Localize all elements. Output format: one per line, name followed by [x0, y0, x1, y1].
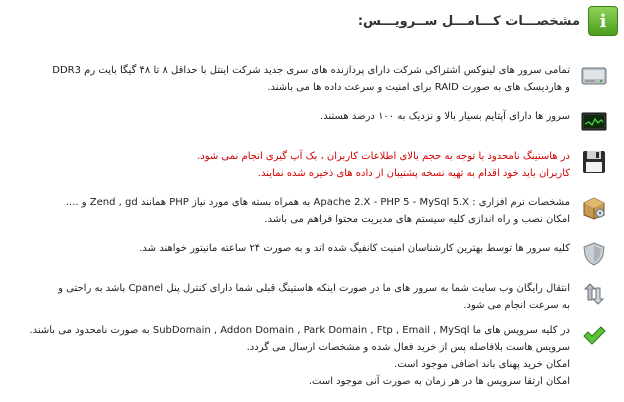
feature-text: [12, 194, 570, 228]
section-header: [358, 6, 618, 36]
feature-line: سرور ها دارای آپتایم بسیار بالا و نزدیک به ۱۰۰ درصد هستند.: [320, 111, 570, 122]
feature-row: [0, 62, 624, 96]
software-box-icon: [578, 194, 610, 222]
feature-row: [0, 322, 624, 390]
hard-drive-icon: [578, 62, 610, 90]
transfer-arrows-icon: [578, 280, 610, 308]
info-icon: i: [588, 6, 618, 36]
feature-line: امکان خرید پهنای باند اضافی موجود است.: [394, 359, 570, 370]
feature-text: [12, 322, 570, 390]
feature-line: کاربران باید خود اقدام به تهیه نسخه پشتیبان از داده های ذخیره شده نمایند.: [257, 168, 570, 179]
feature-line: انتقال رایگان وب سایت شما به سرور های ما در صورت اینکه هاستینگ قبلی شما دارای کنترل پنل Cpanel باشد به راحتی و: [58, 283, 570, 294]
feature-line: تمامی سرور های لینوکس اشتراکی شرکت دارای پردازنده های سری جدید شرکت اینتل با حداقل ۸ تا ۴۸ گیگا بایت رم DDR3: [52, 65, 570, 76]
feature-row: [0, 108, 624, 136]
section-title: مشخصـــات کـــامـــل ســرویـــس:: [357, 13, 580, 29]
feature-text: [12, 240, 570, 257]
feature-text: [12, 62, 570, 96]
header-divider: [40, 38, 584, 39]
feature-row: [0, 280, 624, 314]
feature-line: مشخصات نرم افزاری : Apache 2.X - PHP 5 - MySql 5.X به همراه بسته های مورد نیاز PHP همانند Zend , gd و ....: [65, 197, 570, 208]
feature-line: سرویس هاست بلافاصله پس از خرید فعال شده و مشخصات ارسال می گردد.: [246, 342, 570, 353]
feature-list: [0, 62, 624, 390]
feature-row: [0, 148, 624, 182]
feature-row: [0, 194, 624, 228]
feature-text: [12, 148, 570, 182]
feature-line: امکان ارتقا سرویس ها در هر زمان به صورت آنی موجود است.: [308, 376, 570, 387]
floppy-disk-icon: [578, 148, 610, 176]
feature-line: در هاستینگ نامحدود با توجه به حجم بالای اطلاعات کاربران ، بک آپ گیری انجام نمی شود.: [197, 151, 570, 162]
feature-row: [0, 240, 624, 268]
shield-icon: [578, 240, 610, 268]
feature-line: امکان نصب و راه اندازی کلیه سیستم های مدیریت محتوا فراهم می باشد.: [264, 214, 570, 225]
feature-line: و هاردیسک های به صورت RAID برای امنیت و سرعت داده ها می باشند.: [267, 82, 570, 93]
feature-line: کلیه سرور ها توسط بهترین کارشناسان امنیت کانفیگ شده اند و به صورت ۲۴ ساعته مانیتور خواهند شد.: [139, 243, 570, 254]
feature-text: [12, 280, 570, 314]
feature-line: به سرعت انجام می شود.: [463, 300, 570, 311]
feature-line: در کلیه سرویس های ما SubDomain , Addon Domain , Park Domain , Ftp , Email , MySql به صورت نامحدود می باشند.: [29, 325, 570, 336]
feature-text: [12, 108, 570, 125]
checkmark-icon: [578, 322, 610, 350]
monitor-icon: [578, 108, 610, 136]
